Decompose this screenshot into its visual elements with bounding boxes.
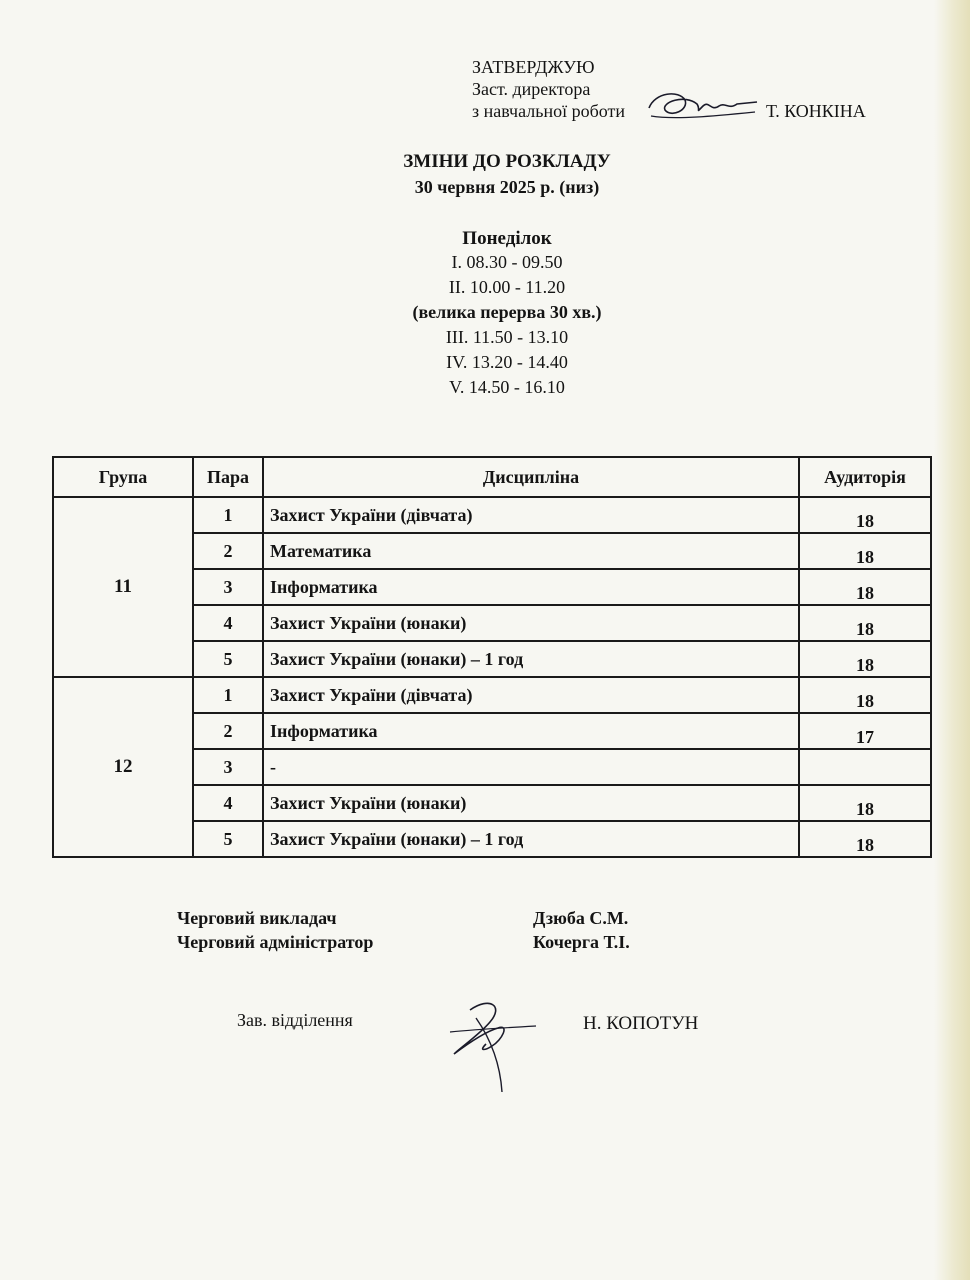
room-cell: 18 bbox=[799, 497, 931, 533]
subject-cell: Математика bbox=[263, 533, 799, 569]
room-cell: 17 bbox=[799, 713, 931, 749]
document-title: ЗМІНИ ДО РОЗКЛАДУ bbox=[403, 151, 611, 172]
header-pair: Пара bbox=[193, 457, 263, 497]
room-cell: 18 bbox=[799, 677, 931, 713]
subject-cell: Захист України (юнаки) bbox=[263, 605, 799, 641]
header-group: Група bbox=[53, 457, 193, 497]
long-break: (велика перерва 30 хв.) bbox=[412, 302, 602, 322]
subject-cell: Захист України (дівчата) bbox=[263, 497, 799, 533]
pair-cell: 3 bbox=[193, 569, 263, 605]
table-row bbox=[53, 497, 931, 533]
room-cell: 18 bbox=[799, 569, 931, 605]
pair-cell: 2 bbox=[193, 713, 263, 749]
period-2: ІІ. 10.00 - 11.20 bbox=[448, 277, 566, 297]
period-times bbox=[22, 250, 970, 400]
table-row bbox=[53, 677, 931, 713]
pair-cell: 1 bbox=[193, 497, 263, 533]
subject-cell: Захист України (юнаки) – 1 год bbox=[263, 821, 799, 857]
duty-teacher-label: Черговий викладач bbox=[177, 908, 337, 928]
group-cell: 11 bbox=[53, 497, 193, 677]
room-cell: 18 bbox=[799, 821, 931, 857]
room-cell: 18 bbox=[799, 641, 931, 677]
pair-cell: 2 bbox=[193, 533, 263, 569]
room-cell bbox=[799, 749, 931, 785]
period-1: І. 08.30 - 09.50 bbox=[451, 252, 563, 272]
period-5: V. 14.50 - 16.10 bbox=[449, 377, 565, 397]
weekday: Понеділок bbox=[462, 228, 552, 249]
department-head-name: Н. КОПОТУН bbox=[583, 1013, 699, 1034]
approval-heading: ЗАТВЕРДЖУЮ bbox=[472, 57, 595, 77]
duty-labels bbox=[177, 906, 373, 954]
department-head-label: Зав. відділення bbox=[237, 1010, 353, 1030]
duty-admin-name: Кочерга Т.І. bbox=[533, 932, 630, 952]
room-cell: 18 bbox=[799, 533, 931, 569]
group-cell: 12 bbox=[53, 677, 193, 857]
room-cell: 18 bbox=[799, 785, 931, 821]
table-header-row bbox=[53, 457, 931, 497]
schedule-table bbox=[52, 456, 932, 858]
approval-signer: Т. КОНКІНА bbox=[766, 101, 866, 121]
department-head-signature bbox=[440, 992, 540, 1096]
header-room: Аудиторія bbox=[799, 457, 931, 497]
duty-teacher-name: Дзюба С.М. bbox=[533, 908, 629, 928]
duty-admin-label: Черговий адміністратор bbox=[177, 932, 374, 952]
document-date: 30 червня 2025 р. (низ) bbox=[414, 177, 600, 197]
period-3: ІІІ. 11.50 - 13.10 bbox=[445, 327, 569, 347]
pair-cell: 1 bbox=[193, 677, 263, 713]
duty-names bbox=[533, 906, 630, 954]
pair-cell: 3 bbox=[193, 749, 263, 785]
subject-cell: Захист України (дівчата) bbox=[263, 677, 799, 713]
header-subject: Дисципліна bbox=[263, 457, 799, 497]
subject-cell: Інформатика bbox=[263, 713, 799, 749]
pair-cell: 5 bbox=[193, 641, 263, 677]
room-cell: 18 bbox=[799, 605, 931, 641]
pair-cell: 5 bbox=[193, 821, 263, 857]
approval-block bbox=[472, 56, 866, 122]
pair-cell: 4 bbox=[193, 605, 263, 641]
pair-cell: 4 bbox=[193, 785, 263, 821]
subject-cell: - bbox=[263, 749, 799, 785]
subject-cell: Захист України (юнаки) bbox=[263, 785, 799, 821]
period-4: ІV. 13.20 - 14.40 bbox=[446, 352, 568, 372]
deputy-signature bbox=[645, 86, 761, 126]
subject-cell: Інформатика bbox=[263, 569, 799, 605]
approval-position: Заст. директора bbox=[472, 79, 591, 99]
approval-department: з навчальної роботи bbox=[472, 101, 625, 121]
subject-cell: Захист України (юнаки) – 1 год bbox=[263, 641, 799, 677]
